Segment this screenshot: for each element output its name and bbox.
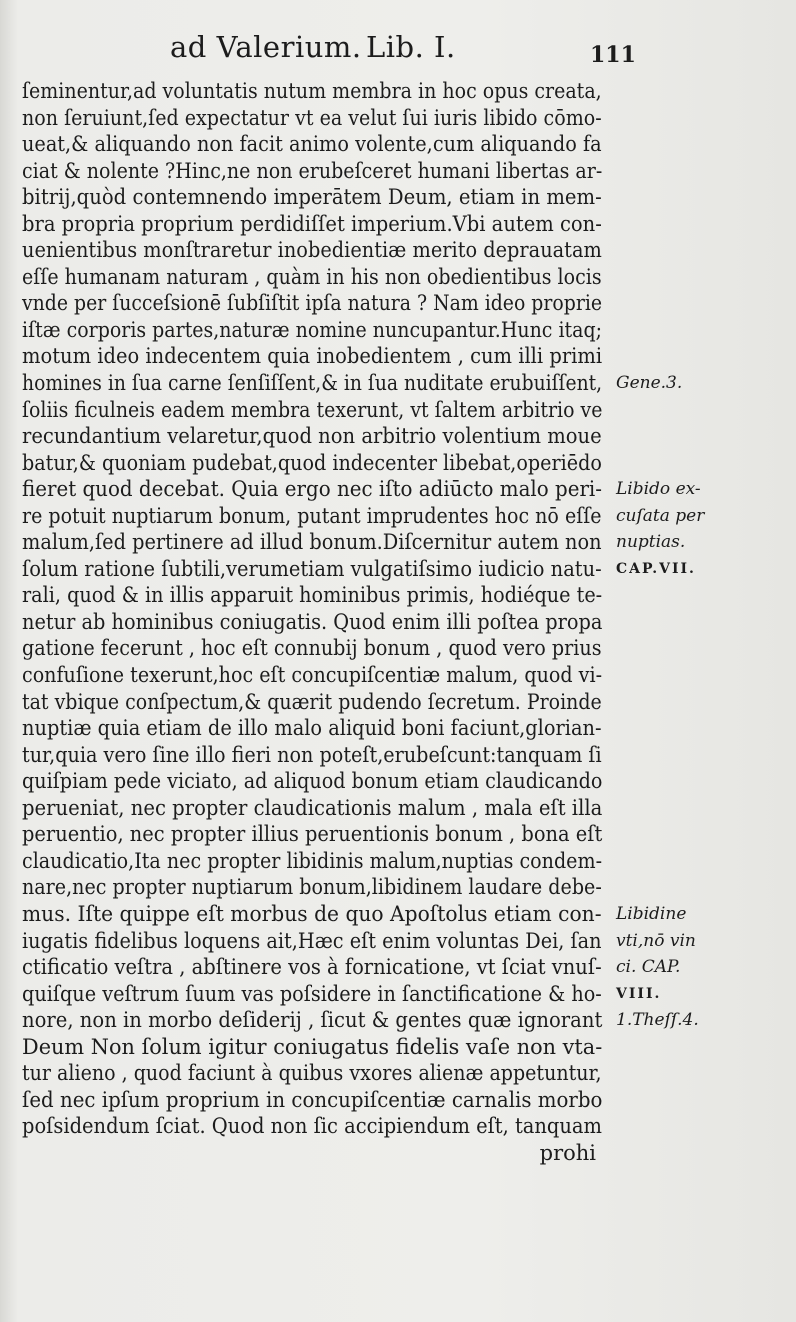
text-line: Deum Non ſolum igitur coniugatus fidelis vaſe non vta- [22, 1034, 603, 1059]
body-text [22, 78, 602, 1166]
text-line: nare,nec propter nuptiarum bonum,libidinem laudare debe- [22, 875, 602, 900]
running-head-book: Lib. I. [366, 30, 456, 64]
text-line: malum,ſed pertinere ad illud bonum.Diſcernitur autem non [22, 530, 602, 555]
margin-note: Libidine [616, 904, 687, 925]
text-line: rali, quod & in illis apparuit hominibus primis, hodiéque te- [22, 583, 603, 608]
text-line: uenientibus monſtraretur inobedientiæ merito deprauatam [22, 238, 602, 263]
margin-note: Gene.3. [616, 373, 683, 394]
text-line: vnde per ſucceſsionē ſubſiſtit ipſa natura ? Nam ideo proprie [22, 291, 603, 316]
text-line: ſoliis ficulneis eadem membra texerunt, vt ſaltem arbitrio ve [22, 397, 603, 422]
margin-note: cuſata per [616, 505, 705, 526]
margin-note: 1.Theſſ.4. [616, 1010, 699, 1031]
text-line: peruentio, nec propter illius peruentionis bonum , bona eſt [22, 822, 603, 847]
margin-note: Libido ex- [616, 479, 701, 500]
text-line: bitrij,quòd contemnendo imperātem Deum, etiam in mem- [22, 185, 602, 210]
text-line: iſtæ corporis partes,naturæ nomine nuncupantur.Hunc itaq; [22, 317, 602, 342]
margin-note: CAP.VII. [616, 560, 696, 577]
margin-note: nuptias. [616, 532, 686, 553]
text-line: recundantium velaretur,quod non arbitrio volentium moue [22, 424, 602, 449]
text-line: homines in ſua carne ſenſiſſent,& in ſua nuditate erubuiſſent, [22, 371, 603, 396]
margin-note: vti,nō vin [616, 930, 696, 951]
text-line: netur ab hominibus coniugatis. Quod enim illi poſtea propa [22, 609, 603, 634]
text-line: re potuit nuptiarum bonum, putant imprudentes hoc nō eſſe [22, 503, 602, 528]
text-line: eſſe humanam naturam , quàm in his non obedientibus locis [22, 264, 602, 289]
text-line: iugatis fidelibus loquens ait,Hæc eſt enim voluntas Dei, ſan [22, 928, 602, 953]
text-line: tur,quia vero ſine illo fieri non poteſt,erubeſcunt:tanquam ſi [22, 742, 602, 767]
text-line: nore, non in morbo deſiderij , ſicut & gentes quæ ignorant [22, 1008, 603, 1033]
text-line: ſolum ratione ſubtili,verumetiam vulgatiſsimo iudicio natu- [22, 556, 602, 581]
text-line: quiſque veſtrum ſuum vas poſsidere in ſanctificatione & ho- [22, 981, 602, 1006]
text-line: ciat & nolente ?Hinc,ne non erubeſceret humani libertas ar- [22, 158, 603, 183]
text-line: prohi [539, 1140, 596, 1165]
text-line: confuſione texerunt,hoc eſt concupiſcentiæ malum, quod vi- [22, 663, 603, 688]
text-line: tat vbique conſpectum,& quærit pudendo ſecretum. Proinde [22, 689, 602, 714]
text-line: poſsidendum ſciat. Quod non ſic accipiendum eſt, tanquam [22, 1114, 602, 1139]
text-line: perueniat, nec propter claudicationis malum , mala eſt illa [22, 795, 603, 820]
text-line: ſeminentur,ad voluntatis nutum membra in hoc opus creata, [22, 79, 602, 103]
text-line: non ſeruiunt,ſed expectatur vt ea velut ſui iuris libido cōmo- [22, 105, 602, 130]
text-line: nuptiæ quia etiam de illo malo aliquid boni faciunt,glorian- [22, 716, 602, 741]
text-line: fieret quod decebat. Quia ergo nec iſto adiūcto malo peri- [22, 477, 602, 502]
running-head-title: ad Valerium. [170, 30, 362, 64]
text-line: ueat,& aliquando non facit animo volente,cum aliquando fa [22, 132, 602, 157]
text-line: ctificatio veſtra , abſtinere vos à fornicatione, vt ſciat vnuſ- [22, 955, 602, 980]
text-line: ſed nec ipſum proprium in concupiſcentiæ carnalis morbo [22, 1087, 603, 1112]
margin-note: ci. CAP. [616, 957, 681, 978]
text-line: mus. Iſte quippe eſt morbus de quo Apoſtolus etiam con- [22, 901, 602, 926]
text-line: batur,& quoniam pudebat,quod indecenter libebat,operiēdo [22, 450, 602, 475]
page-number: 111 [590, 42, 636, 68]
margin-note: VIII. [616, 985, 662, 1002]
text-line: quiſpiam pede viciato, ad aliquod bonum etiam claudicando [22, 769, 603, 794]
text-line: tur alieno , quod faciunt à quibus vxores alienæ appetuntur, [22, 1061, 602, 1086]
text-line: motum ideo indecentem quia inobedientem , cum illi primi [22, 344, 603, 369]
text-line: gatione fecerunt , hoc eſt connubij bonum , quod vero prius [22, 636, 602, 661]
text-line: bra propria proprium perdidiſſet imperium.Vbi autem con- [22, 211, 602, 236]
text-line: claudicatio,Ita nec propter libidinis malum,nuptias condem- [22, 848, 603, 873]
